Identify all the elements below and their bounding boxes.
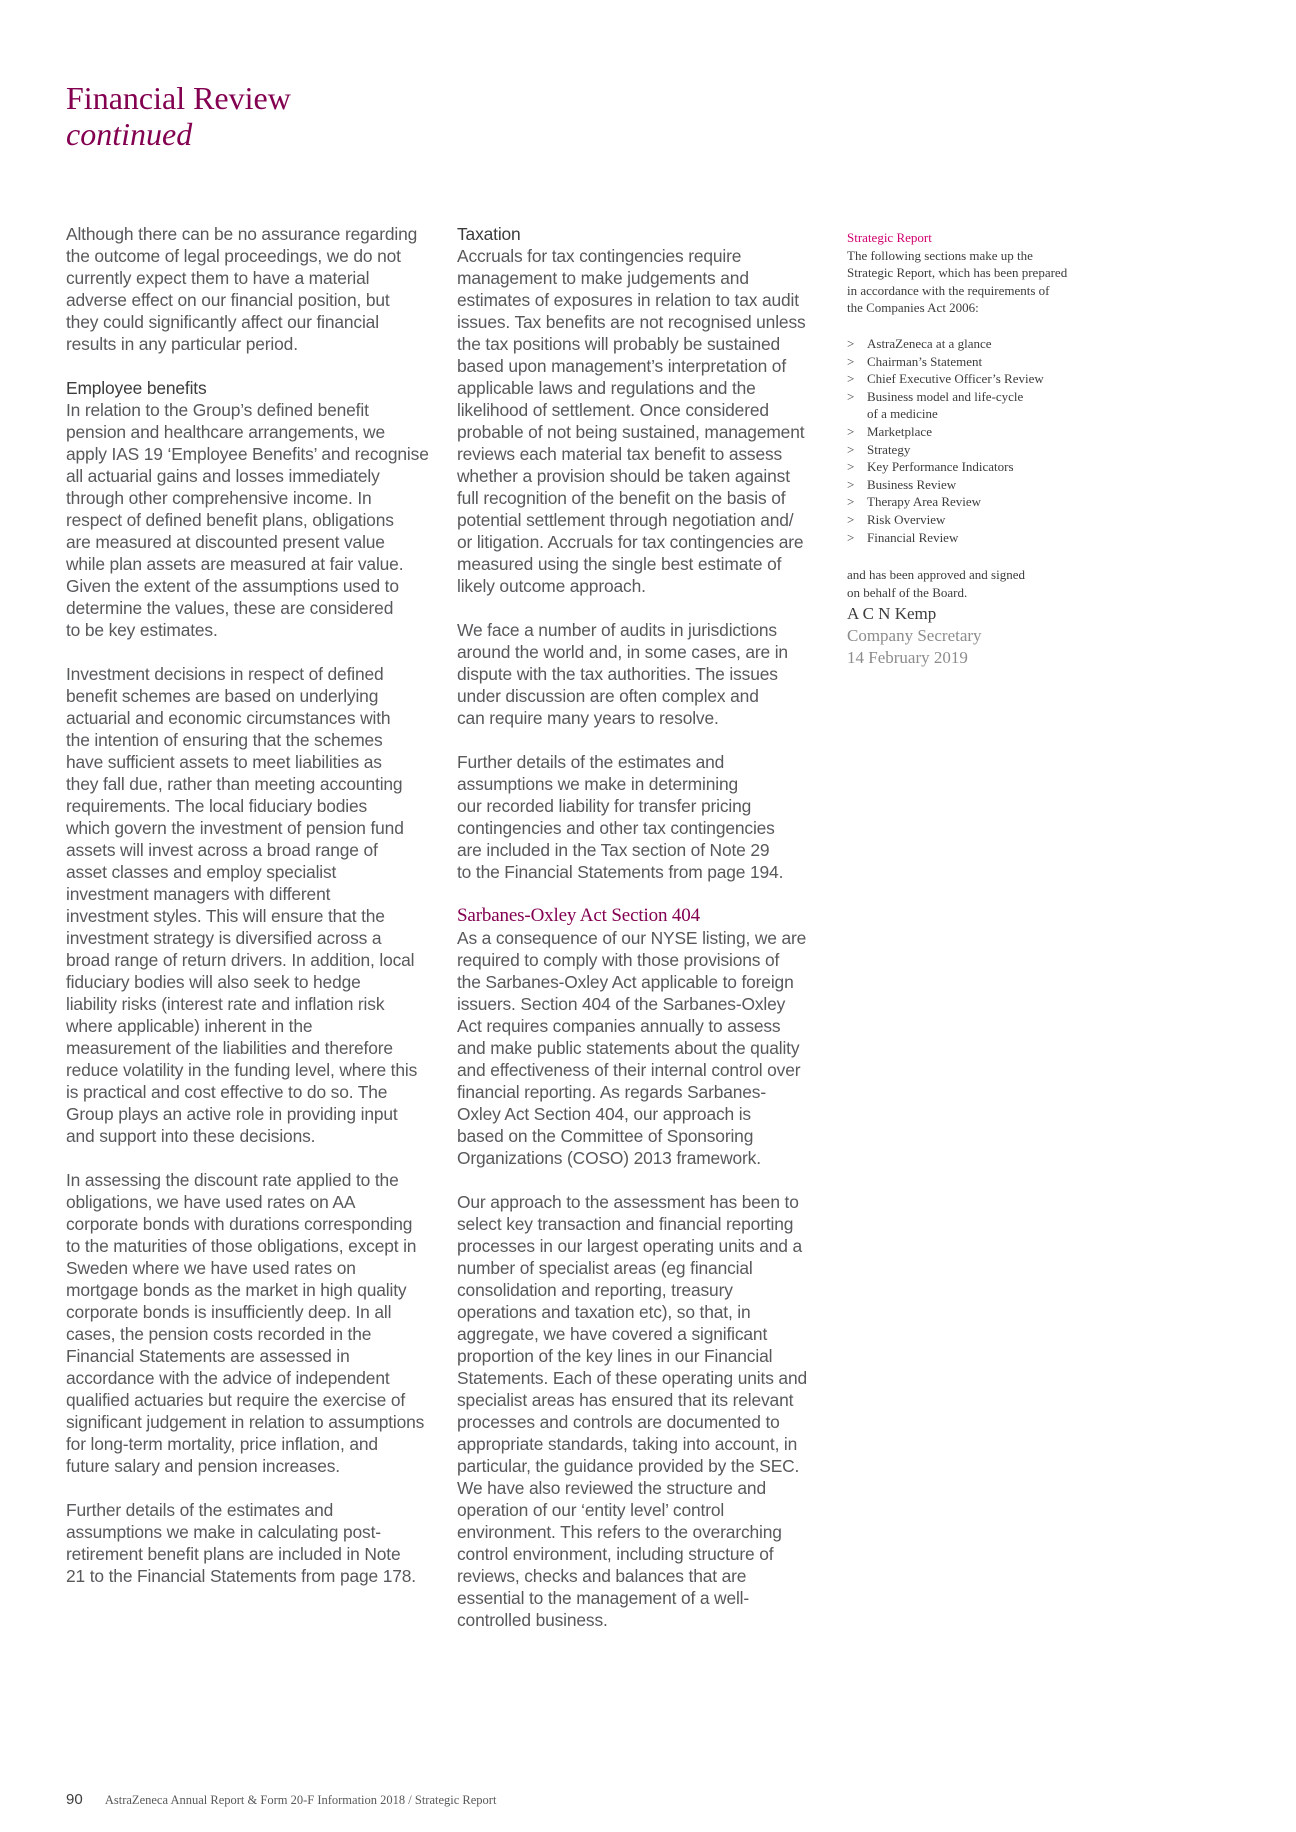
signer-role: Company Secretary bbox=[847, 626, 982, 646]
chevron-right-icon: > bbox=[847, 459, 855, 475]
strategic-report-sidebar bbox=[847, 229, 1127, 669]
paragraph-discount-rate: In assessing the discount rate applied to the obligations, we have used rates on AA corporate bonds with durations corresponding to the maturities of those obligations, except in Sweden where we have used rates on mortgage bonds as the market in high quality corporate bonds is insufficiently deep. In all cases, the pension costs recorded in the Financial Statements are assessed in accordance with the advice of independent qualified actuaries but require the exercise of significant judgement in relation to assumptions for long-term mortality, price inflation, and future salary and pension increases. bbox=[66, 1170, 425, 1476]
paragraph-tax-accruals: Accruals for tax contingencies require management to make judgements and estimates of exposures in relation to tax audit issues. Tax benefits are not recognised unless the tax positions will probably be sustained based upon management’s interpretation of applicable laws and regulations and the likelihood of settlement. Once considered probable of not being sustained, management reviews each material tax benefit to assess whether a provision should be taken against full recognition of the benefit on the basis of potential settlement through negotiation and/ or litigation. Accruals for tax contingencies are measured using the single best estimate of likely outcome approach. bbox=[457, 246, 806, 596]
page-title: Financial Review bbox=[66, 80, 291, 116]
paragraph-legal-proceedings: Although there can be no assurance regarding the outcome of legal proceedings, we do not currently expect them to have a material adverse effect on our financial position, but they could significantly affect our financial results in any particular period. bbox=[66, 224, 418, 354]
column-middle bbox=[457, 223, 827, 1631]
paragraph-employee-benefits: In relation to the Group’s defined benefit pension and healthcare arrangements, we apply IAS 19 ‘Employee Benefits’ and recognise all actuarial gains and losses immediately through other comprehensive income. In respect of defined benefit plans, obligations are measured at discounted present value while plan assets are measured at fair value. Given the extent of the assumptions used to determine the values, these are considered to be key estimates. bbox=[66, 400, 429, 640]
sidebar-item-business-review[interactable]: > Business Review bbox=[847, 476, 957, 492]
paragraph-nyse-listing: As a consequence of our NYSE listing, we are required to comply with those provisions of the Sarbanes-Oxley Act applicable to foreign issuers. Section 404 of the Sarbanes-Oxley Act requires companies annually to assess and make public statements about the quality and effectiveness of their internal control over financial reporting. As regards Sarbanes- Oxley Act Section 404, our approach is based on the Committee of Sponsoring Organizations (COSO) 2013 framework. bbox=[457, 928, 807, 1168]
sidebar-item-ceo-review[interactable]: > Chief Executive Officer’s Review bbox=[847, 371, 1044, 387]
footer-text: AstraZeneca Annual Report & Form 20-F Information 2018 / Strategic Report bbox=[104, 1793, 497, 1807]
signing-date: 14 February 2019 bbox=[847, 648, 968, 668]
sidebar-item-kpis[interactable]: > Key Performance Indicators bbox=[847, 459, 1014, 475]
paragraph-assessment-approach: Our approach to the assessment has been to select key transaction and financial reporting processes in our largest operating units and a number of specialist areas (eg financial consolidation and reporting, treasury operations and taxation etc), so that, in aggregate, we have covered a significant proportion of the key lines in our Financial Statements. Each of these operating units and specialist areas has ensured that its relevant processes and controls are documented to appropriate standards, taking into account, in particular, the guidance provided by the SEC. We have also reviewed the structure and operation of our ‘entity level’ control environment. This refers to the overarching control environment, including structure of reviews, checks and balances that are essential to the management of a well- controlled business. bbox=[457, 1192, 807, 1630]
heading-taxation: Taxation bbox=[457, 224, 521, 244]
signer-name: A C N Kemp bbox=[847, 604, 937, 624]
sidebar-intro: The following sections make up the Strategic Report, which has been prepared in accordance with the requirements of the Companies Act 2006: bbox=[847, 247, 1068, 316]
paragraph-investment-decisions: Investment decisions in respect of defined benefit schemes are based on underlying actuarial and economic circumstances with the intention of ensuring that the schemes have sufficient assets to meet liabilities as they fall due, rather than meeting accounting requirements. The local fiduciary bodies which govern the investment of pension fund assets will invest across a broad range of asset classes and employ specialist investment managers with different investment styles. This will ensure that the investment strategy is diversified across a broad range of return drivers. In addition, local fiduciary bodies will also seek to hedge liability risks (interest rate and inflation risk where applicable) inherent in the measurement of the liabilities and therefore reduce volatility in the funding level, where this is practical and cost effective to do so. The Group plays an active role in providing input and support into these decisions. bbox=[66, 664, 418, 1146]
sidebar-title: Strategic Report bbox=[847, 230, 932, 245]
sidebar-item-astrazeneca-at-a-glance[interactable]: > AstraZeneca at a glance bbox=[847, 335, 992, 351]
sidebar-section-list bbox=[847, 335, 1127, 546]
chevron-right-icon: > bbox=[847, 335, 855, 351]
chevron-right-icon: > bbox=[847, 476, 855, 492]
chevron-right-icon: > bbox=[847, 353, 855, 369]
sidebar-item-business-model[interactable]: > Business model and life-cycle of a medicine bbox=[847, 388, 1024, 422]
heading-sarbanes-oxley: Sarbanes-Oxley Act Section 404 bbox=[457, 905, 700, 926]
paragraph-audits: We face a number of audits in jurisdictions around the world and, in some cases, are in dispute with the tax authorities. The issues under discussion are often complex and can require many years to resolve. bbox=[457, 620, 788, 728]
chevron-right-icon: > bbox=[847, 423, 855, 439]
chevron-right-icon: > bbox=[847, 441, 855, 457]
paragraph-further-details-pension: Further details of the estimates and assumptions we make in calculating post- retirement benefit plans are included in Note 21 to the Financial Statements from page 178. bbox=[66, 1500, 416, 1586]
chevron-right-icon: > bbox=[847, 371, 855, 387]
sidebar-item-risk-overview[interactable]: > Risk Overview bbox=[847, 511, 946, 527]
column-left bbox=[66, 223, 436, 1587]
page-subtitle: continued bbox=[66, 116, 193, 152]
chevron-right-icon: > bbox=[847, 388, 855, 404]
sidebar-item-strategy[interactable]: > Strategy bbox=[847, 441, 911, 457]
chevron-right-icon: > bbox=[847, 494, 855, 510]
approval-statement: and has been approved and signed on behalf of the Board. bbox=[847, 567, 1025, 600]
chevron-right-icon: > bbox=[847, 511, 855, 527]
page-footer bbox=[66, 1791, 496, 1808]
sidebar-item-marketplace[interactable]: > Marketplace bbox=[847, 423, 932, 439]
chevron-right-icon: > bbox=[847, 529, 855, 545]
sidebar-item-therapy-area-review[interactable]: > Therapy Area Review bbox=[847, 494, 982, 510]
page-number: 90 bbox=[66, 1791, 83, 1808]
page-title-block bbox=[66, 80, 291, 152]
paragraph-further-details-tax: Further details of the estimates and assumptions we make in determining our recorded liability for transfer pricing contingencies and other tax contingencies are included in the Tax section of Note 29 to the Financial Statements from page 194. bbox=[457, 752, 784, 882]
heading-employee-benefits: Employee benefits bbox=[66, 378, 207, 398]
sidebar-item-chairmans-statement[interactable]: > Chairman’s Statement bbox=[847, 353, 983, 369]
sidebar-item-financial-review[interactable]: > Financial Review bbox=[847, 529, 959, 545]
